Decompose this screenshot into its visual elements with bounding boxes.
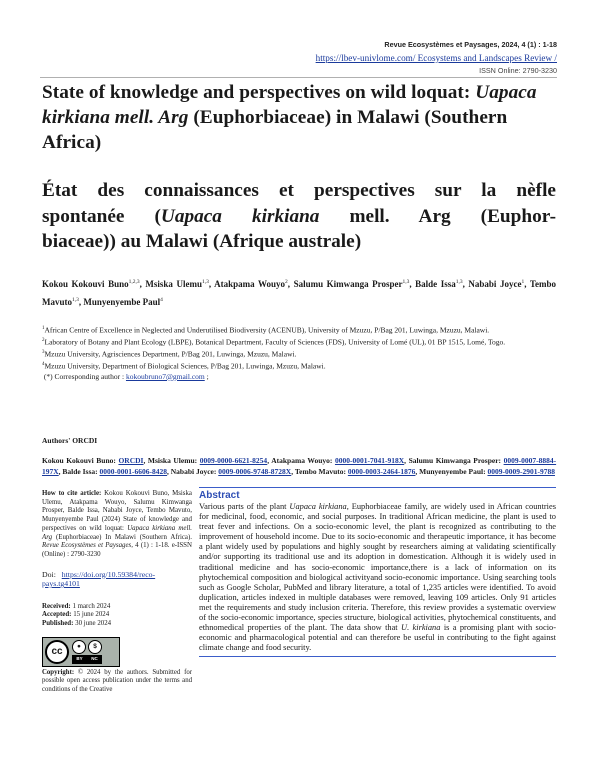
- author-affil-sup: 1,2,3: [128, 279, 140, 285]
- copyright: Copyright: © 2024 by the authors. Submitted for possible open access publication under the terms and conditions of the Creative: [42, 669, 192, 693]
- author-name: Msiska Ulemu: [145, 279, 202, 289]
- doi: Doi: https://doi.org/10.59384/reco-pays.tg4101: [42, 569, 156, 589]
- corresponding-email-link[interactable]: kokoubruno7@gmail.com: [125, 371, 205, 381]
- author-name: Balde Issa: [415, 279, 456, 289]
- affiliation-sup: 1: [42, 326, 45, 331]
- author-affil-sup: 1,3: [201, 279, 209, 285]
- article-dates: Received: 1 march 2024 Accepted: 15 june 2024 Published: 30 june 2024: [42, 602, 112, 628]
- affiliation-sup: 2: [42, 337, 45, 343]
- author-affil-sup: 1,3: [402, 279, 410, 285]
- affiliations: [42, 324, 556, 382]
- author-name: Atakpama Wouyo: [214, 279, 286, 289]
- orcid-author: Msiska Ulemu:: [147, 456, 198, 465]
- orcid-author: Salumu Kimwanga Prosper:: [408, 456, 502, 465]
- cc-license-badge[interactable]: [42, 637, 120, 667]
- orcid-link[interactable]: 0009-0007-8884-197X: [42, 456, 557, 476]
- author-affil-sup: 4: [160, 296, 163, 303]
- orcid-link[interactable]: 0000-0001-7041-918X: [334, 456, 405, 465]
- orcid-link[interactable]: 0009-0000-6621-8254: [199, 456, 268, 465]
- orcid-author: Balde Issa:: [62, 467, 98, 476]
- author-affil-sup: 2: [285, 279, 288, 285]
- affiliation-text: Mzuzu University, Department of Biological Sciences, P/Bag 201, Luwinga, Mzuzu, Malawi.: [44, 361, 326, 371]
- orcid-link[interactable]: 0000-0001-6606-8428: [99, 467, 168, 476]
- cc-nc-icon: $: [88, 640, 102, 654]
- doi-link[interactable]: https://doi.org/10.59384/reco-pays.tg4101: [42, 569, 156, 589]
- corresponding-author: (*) Corresponding author : kokoubruno7@gmail.com ;: [43, 371, 209, 381]
- journal-citation: Revue Ecosystèmes et Paysages, 2024, 4 (1) : 1-18: [384, 40, 557, 49]
- journal-url-link[interactable]: https://lbev-univlome.com/ Ecosystems and Landscapes Review /: [315, 53, 557, 63]
- affiliation-sup: 4: [42, 361, 45, 367]
- affiliation-text: African Centre of Excellence in Neglected and Underutilised Biodiversity (ACENUB), University of Mzuzu, P/Bag 201, Luwinga, Mzuzu, Malawi.: [44, 325, 490, 335]
- title-english: State of knowledge and perspectives on wild loquat: Uapaca kirkiana mell. Arg (Euphorbiaceae) in Malawi (Southern Africa): [42, 82, 537, 153]
- affiliation-item: [42, 348, 556, 360]
- author-name: Tembo Mavuto: [42, 279, 557, 307]
- orcid-author: Munyenyembe Paul:: [419, 467, 486, 476]
- author-affil-sup: 1: [521, 279, 525, 285]
- author-affil-sup: 1,3: [72, 296, 79, 303]
- how-to-cite: How to cite article: Kokou Kokouvi Buno, Msiska Ulemu, Atakpama Wouyo, Salumu Kimwanga Prosper, Balde Issa, Nababi Joyce, Tembo Mavuto, Munyenyembe Paul (2024) State of knowledge and perspectives on wild loquat: Uapaca kirkiana mell. Arg (Euphorbiaceae) In Malawi (Southern Africa). Revue Ecosystèmes et Paysages, 4 (1) : 1-18. e-ISSN (Online) : 2790-3230: [42, 490, 192, 558]
- issn: ISSN Online: 2790-3230: [479, 66, 557, 75]
- orcid-link[interactable]: 0000-0003-2464-1876: [347, 467, 416, 476]
- cc-by-label: BY: [76, 656, 83, 662]
- orcid-list: Kokou Kokouvi Buno: ORCDI, Msiska Ulemu: 0009-0000-6621-8254, Atakpama Wouyo: 0000-0001-7041-918X, Salumu Kimwanga Prosper: 0009-0007-8884-197X, Balde Issa: 0000-0001-6606-8428, Nababi Joyce: 0009-0006-9748-8728X, Tembo Mavuto: 0000-0003-2464-1876, Munyenyembe Paul: 0009-0009-2901-9788: [42, 456, 557, 476]
- affiliation-item: [42, 360, 556, 372]
- header-divider: [40, 77, 557, 78]
- affiliation-text: Mzuzu University, Agrisciences Department, P/Bag 201, Luwinga, Mzuzu, Malawi.: [44, 349, 297, 359]
- title-french: État des connaissances et perspectives sur la nèfle spontanée (Uapaca kirkiana mell. Arg (Euphor- biaceae)) au Malawi (Afrique australe): [42, 180, 556, 252]
- affiliation-sup: 3: [42, 349, 45, 355]
- orcid-author: Kokou Kokouvi Buno:: [42, 456, 116, 465]
- abstract-section: [199, 487, 556, 657]
- orcid-author: Atakpama Wouyo:: [271, 456, 333, 465]
- orcid-link[interactable]: 0009-0006-9748-8728X: [218, 467, 292, 476]
- cc-by-icon: ●: [72, 640, 86, 654]
- affiliation-item: [42, 336, 556, 348]
- author-list: Kokou Kokouvi Buno$^{1,2,3}$, Msiska Ulemu$^{1,3}$, Atakpama Wouyo$^2$, Salumu Kimwanga Prosper$^{1,3}$, Balde Issa$^{1,3}$, Nababi Joyce$^1$, Tembo Mavuto$^{1,3}$, Munyenyembe Paul$^4$: [42, 279, 557, 307]
- author-name: Salumu Kimwanga Prosper: [293, 279, 403, 289]
- author-name: Munyenyembe Paul: [83, 296, 161, 307]
- article-sidebar: [42, 490, 192, 694]
- affiliation-text: Laboratory of Botany and Plant Ecology (LBPE), Botanical Department, Faculty of Sciences (FDS), University of Lomé (UL), 01 BP 1515, Lomé, Togo.: [44, 337, 506, 347]
- author-affil-sup: 1,3: [455, 279, 463, 285]
- affiliation-item: [42, 324, 556, 336]
- cc-icon: cc: [45, 640, 69, 664]
- orcid-author: Nababi Joyce:: [170, 467, 217, 476]
- orcid-link[interactable]: 0009-0009-2901-9788: [487, 467, 555, 476]
- abstract-title: Abstract: [199, 490, 240, 501]
- author-name: Nababi Joyce: [468, 279, 522, 289]
- author-name: Kokou Kokouvi Buno: [42, 279, 129, 289]
- abstract-body: Various parts of the plant Uapaca kirkiana, Euphorbiaceae family, are widely used in African countries for medicinal, food, economic, and social purposes. In traditional African medicine, the plant is used to treat fever and infections. On a socio-economic level, the plant is recognized as contributing to the improvement of household income. Due to its socio-economic and therapeutic importance, it has become a plant widely used by populations and highly sought by researchers aiming at validating scientifically and/or supporting its traditional use and its adoption in domestication. Although it is widely used in traditional medicine and has socio-economic importance,there is a lack of information on its phytochemical composition and biological activityand socio-economic importance. Using searching tools such as Google Scholar, PubMed and library literature, a total of 1,235 articles were identified. To avoid duplication, articles indexed in multiple databases were removed, leaving 109 articles. Only 91 articles met the requirements and study inclusion criteria. Therefore, this review provides a systematic overview of the socio-economic importance, species structure, biological activities, phytochemical constituents, and ethnomedical properties of the plant. The data show that U. kirkiana is a promising plant with socio-economic and pharmacological potential and can therefore be useful in contributing to the fight against climate change and food security.: [199, 502, 557, 653]
- orcid-link[interactable]: ORCDI: [118, 456, 144, 465]
- journal-header: [316, 40, 557, 75]
- orcid-author: Tembo Mavuto:: [294, 467, 346, 476]
- orcid-heading: Authors' ORCDI: [42, 436, 98, 445]
- cc-nc-label: NC: [91, 656, 98, 662]
